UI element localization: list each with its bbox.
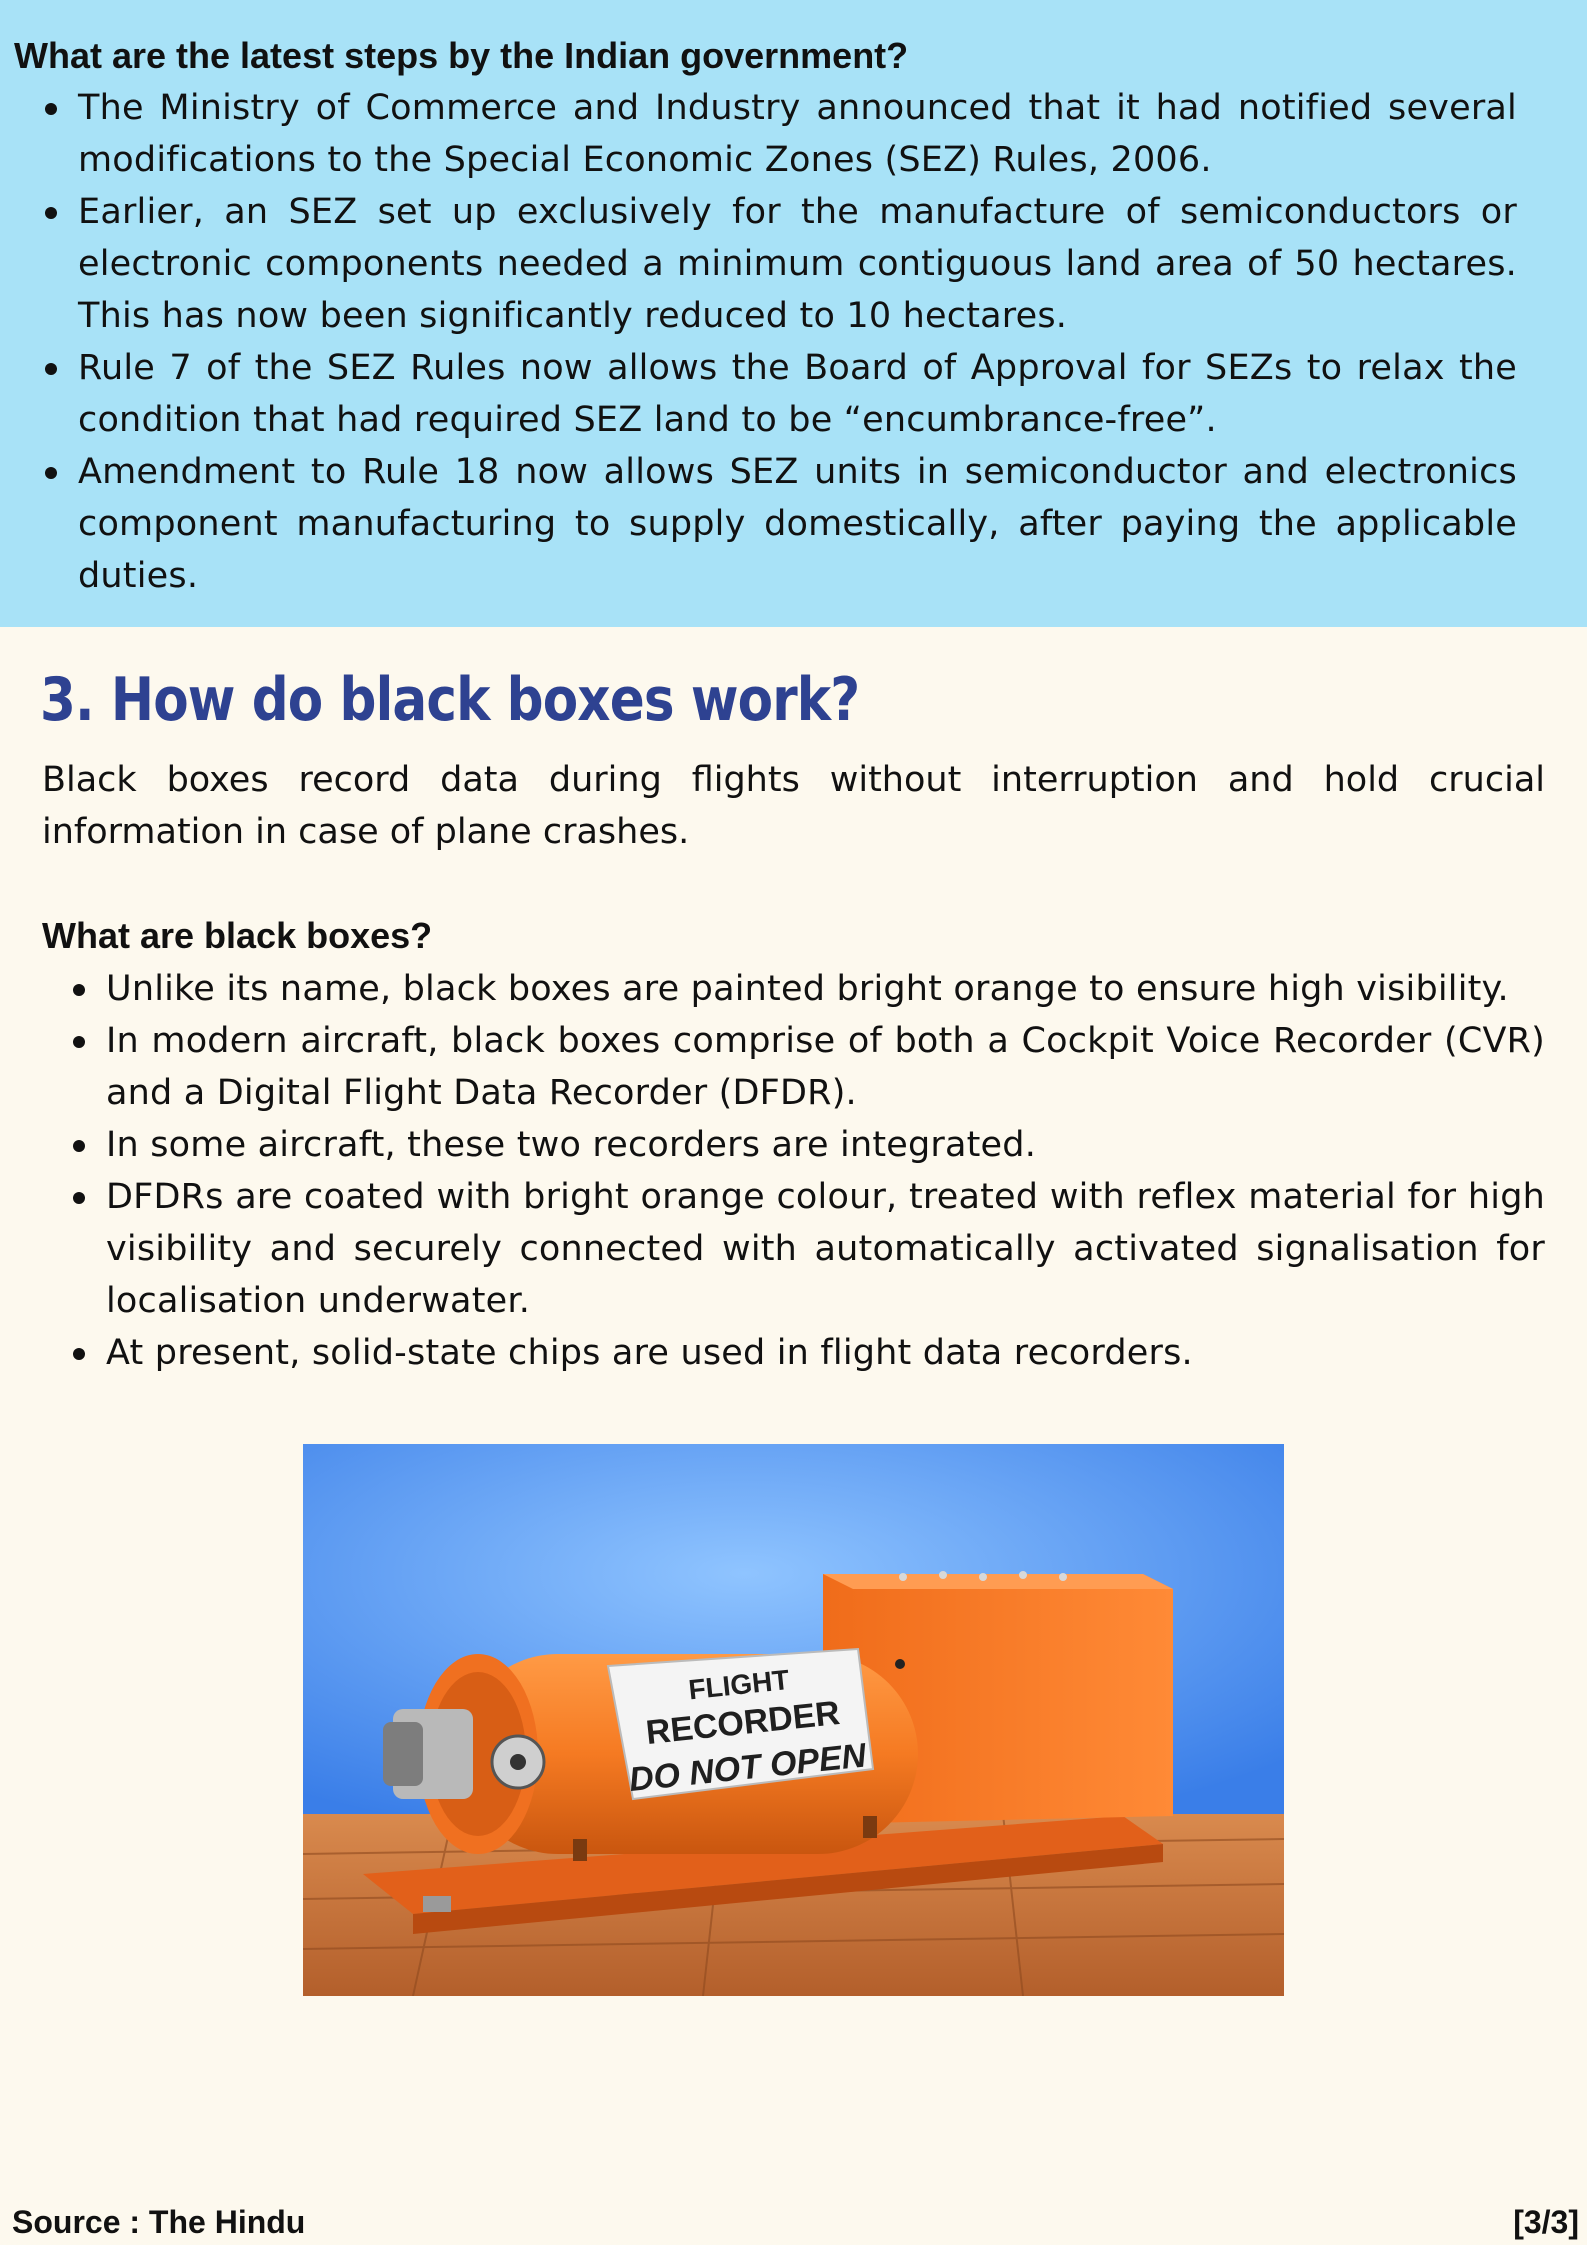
source-credit: Source : The Hindu (12, 2204, 306, 2240)
latest-steps-heading: What are the latest steps by the Indian government? (14, 35, 909, 76)
page-number: [3/3] (1513, 2204, 1579, 2240)
latest-steps-list (78, 82, 1517, 602)
label-line-2: RECORDER (644, 1693, 842, 1753)
list-item: Earlier, an SEZ set up exclusively for the manufacture of semiconductors or electronic components needed a minimum contiguous land area of 50 hectares. This has now been significantly reduced to 10 hectares. (78, 186, 1517, 342)
list-item: The Ministry of Commerce and Industry announced that it had notified several modifications to the Special Economic Zones (SEZ) Rules, 2006. (78, 82, 1517, 186)
list-item: In modern aircraft, black boxes comprise of both a Cockpit Voice Recorder (CVR) and a Digital Flight Data Recorder (DFDR). (106, 1015, 1545, 1119)
list-item: Amendment to Rule 18 now allows SEZ units in semiconductor and electronics component manufacturing to supply domestically, after paying the applicable duties. (78, 446, 1517, 602)
base-latch (423, 1896, 451, 1912)
list-item: Rule 7 of the SEZ Rules now allows the Board of Approval for SEZs to relax the condition that had required SEZ land to be “encumbrance-free”. (78, 342, 1517, 446)
intro-paragraph: Black boxes record data during flights without interruption and hold crucial information in case of plane crashes. (42, 760, 1545, 852)
label-line-3: DO NOT OPEN (627, 1736, 868, 1800)
list-item: Unlike its name, black boxes are painted bright orange to ensure high visibility. (106, 963, 1545, 1015)
black-boxes-subheading: What are black boxes? (42, 915, 433, 956)
label-line-1: FLIGHT (686, 1664, 791, 1706)
list-item: At present, solid-state chips are used in flight data recorders. (106, 1327, 1545, 1379)
flight-recorder-photo (303, 1444, 1284, 1996)
list-item: In some aircraft, these two recorders are integrated. (106, 1119, 1545, 1171)
flight-recorder-illustration (303, 1444, 1284, 1996)
section-title: 3. How do black boxes work? (40, 665, 860, 735)
black-boxes-list (106, 963, 1545, 1379)
list-item: DFDRs are coated with bright orange colour, treated with reflex material for high visibility and securely connected with automatically activated signalisation for localisation underwater. (106, 1171, 1545, 1327)
